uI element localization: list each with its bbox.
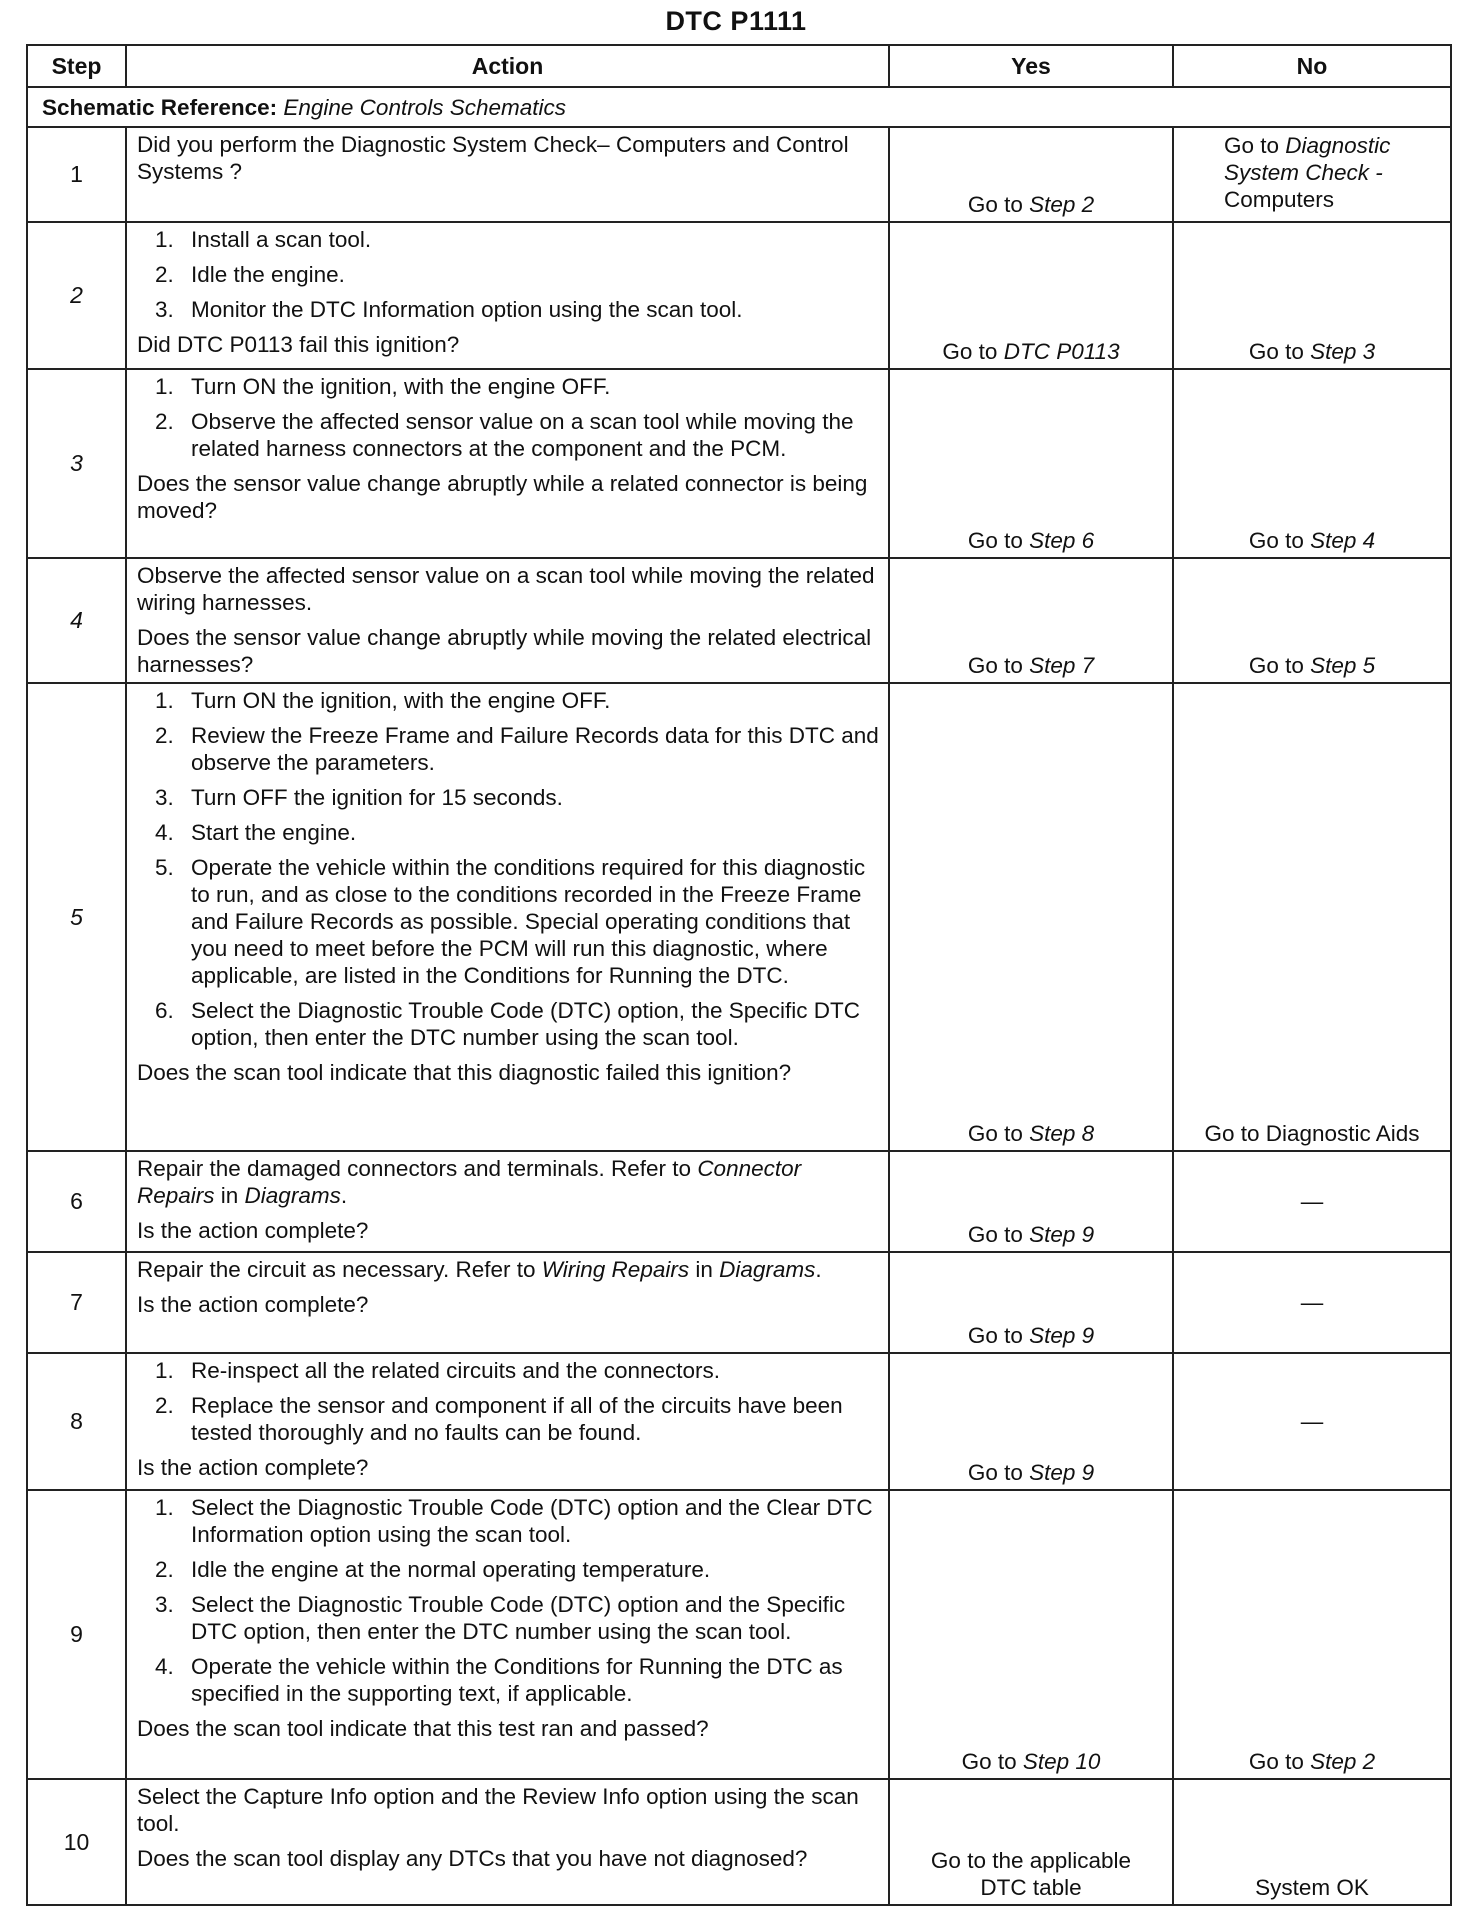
yes-cell	[889, 127, 1173, 222]
list-item: 2. Idle the engine at the normal operating temperature.	[155, 1557, 711, 1582]
header-step: Step	[27, 45, 126, 87]
no-link[interactable]: Go to Diagnostic Aids	[1204, 1121, 1420, 1146]
list-item: 2. Replace the sensor and component if all of the circuits have been tested thoroughly and no faults can be found.	[155, 1393, 843, 1445]
yes-cell: Go to Step 7	[889, 558, 1173, 683]
action-question: Does the scan tool indicate that this diagnostic failed this ignition?	[137, 1060, 792, 1085]
no-cell	[1173, 683, 1451, 1151]
no-prefix: Go to	[1224, 133, 1286, 158]
action-question: Did DTC P0113 fail this ignition?	[137, 332, 460, 357]
table-row-step-4	[27, 558, 1451, 683]
action-question: Does the scan tool display any DTCs that you have not diagnosed?	[137, 1846, 808, 1871]
diagrams-link[interactable]: Diagrams	[244, 1183, 341, 1208]
list-item: 1. Turn ON the ignition, with the engine OFF.	[155, 688, 611, 713]
no-cell: System OK	[1173, 1779, 1451, 1905]
step-number: 9	[27, 1490, 126, 1779]
list-item: 1. Install a scan tool.	[155, 227, 372, 252]
action-question: Is the action complete?	[137, 1218, 369, 1243]
yes-link[interactable]: Step 9	[1029, 1460, 1095, 1485]
schematic-reference	[27, 87, 1451, 127]
action-question: Is the action complete?	[137, 1292, 369, 1317]
table-row-step-2	[27, 222, 1451, 369]
yes-link[interactable]: DTC P0113	[1003, 339, 1120, 364]
action-cell	[126, 127, 889, 222]
list-item: 2. Observe the affected sensor value on a scan tool while moving the related harness connectors at the component and the PCM.	[155, 409, 854, 461]
list-item: 1. Turn ON the ignition, with the engine OFF.	[155, 374, 611, 399]
action-question: Is the action complete?	[137, 1455, 369, 1480]
action-list	[137, 1494, 880, 1707]
no-link[interactable]: Step 4	[1310, 528, 1376, 553]
step-number: 7	[27, 1252, 126, 1353]
connector-repairs-link[interactable]: Connector Repairs	[137, 1156, 802, 1208]
no-link[interactable]: Diagnostic System Check -	[1224, 133, 1391, 185]
list-item: 4. Operate the vehicle within the Conditions for Running the DTC as specified in the supporting text, if applicable.	[155, 1654, 843, 1706]
step-number: 4	[27, 558, 126, 683]
list-item: 2. Review the Freeze Frame and Failure Records data for this DTC and observe the parameters.	[155, 723, 879, 775]
yes-cell: Go to Step 9	[889, 1252, 1173, 1353]
action-list	[137, 687, 880, 1051]
list-item: 4. Start the engine.	[155, 820, 357, 845]
list-item: 5. Operate the vehicle within the conditions required for this diagnostic to run, and as close to the conditions recorded in the Freeze Frame and Failure Records as possible. Special operating conditions that you need to meet before the PCM will run this diagnostic, where applicable, are listed in the Conditions for Running the DTC.	[155, 855, 866, 988]
action-list	[137, 226, 880, 323]
yes-cell: Go to DTC P0113	[889, 222, 1173, 369]
yes-link[interactable]: Go to the applicable	[930, 1848, 1132, 1873]
yes-cell: Go to Step 9	[889, 1353, 1173, 1490]
action-cell	[126, 558, 889, 683]
wiring-repairs-link[interactable]: Wiring Repairs	[541, 1257, 690, 1282]
diagnostic-table	[26, 44, 1452, 1906]
no-link[interactable]: Step 3	[1310, 339, 1376, 364]
yes-cell	[889, 1779, 1173, 1905]
table-row-step-6	[27, 1151, 1451, 1252]
no-cell	[1173, 127, 1451, 222]
yes-prefix: Go to	[967, 192, 1030, 217]
list-item: 3. Monitor the DTC Information option using the scan tool.	[155, 297, 743, 322]
header-action: Action	[126, 45, 889, 87]
schematic-row	[27, 87, 1451, 127]
table-row-step-1	[27, 127, 1451, 222]
table-row-step-7	[27, 1252, 1451, 1353]
step-number: 1	[27, 127, 126, 222]
yes-link[interactable]: Step 9	[1029, 1323, 1095, 1348]
no-cell: —	[1173, 1252, 1451, 1353]
yes-cell: Go to Step 6	[889, 369, 1173, 558]
list-item: 1. Select the Diagnostic Trouble Code (DTC) option and the Clear DTC Information option using the scan tool.	[155, 1495, 873, 1547]
table-row-step-9	[27, 1490, 1451, 1779]
action-cell	[126, 369, 889, 558]
step-number: 10	[27, 1779, 126, 1905]
action-question: Does the sensor value change abruptly while a related connector is being moved?	[137, 471, 868, 523]
action-cell	[126, 1490, 889, 1779]
no-cell: Go to Step 4	[1173, 369, 1451, 558]
table-row-step-3	[27, 369, 1451, 558]
action-cell	[126, 222, 889, 369]
yes-link[interactable]: Step 8	[1029, 1121, 1095, 1146]
no-cell: Go to Step 2	[1173, 1490, 1451, 1779]
schematic-label: Schematic Reference:	[42, 94, 278, 120]
no-link[interactable]: Step 2	[1310, 1749, 1376, 1774]
action-list	[137, 1357, 880, 1446]
action-cell: Repair the circuit as necessary. Refer to Wiring Repairs in Diagrams. Is the action complete?	[126, 1252, 889, 1353]
no-link[interactable]: Step 5	[1310, 653, 1376, 678]
list-item: 1. Re-inspect all the related circuits and the connectors.	[155, 1358, 721, 1383]
yes-link[interactable]: Step 6	[1029, 528, 1095, 553]
table-row-step-8	[27, 1353, 1451, 1490]
step-number: 8	[27, 1353, 126, 1490]
list-item: 2. Idle the engine.	[155, 262, 345, 287]
list-item: 6. Select the Diagnostic Trouble Code (DTC) option, the Specific DTC option, then enter the DTC number using the scan tool.	[155, 998, 861, 1050]
action-text: Select the Capture Info option and the Review Info option using the scan tool.	[137, 1784, 859, 1836]
action-question: Does the sensor value change abruptly while moving the related electrical harnesses?	[137, 625, 872, 677]
action-cell	[126, 683, 889, 1151]
schematic-link[interactable]: Engine Controls Schematics	[283, 94, 567, 120]
table-row-step-5	[27, 683, 1451, 1151]
action-list	[137, 373, 880, 462]
no-cell: Go to Step 3	[1173, 222, 1451, 369]
action-cell	[126, 1353, 889, 1490]
no-suffix: Computers	[1224, 187, 1335, 212]
yes-cell: Go to Step 8	[889, 683, 1173, 1151]
step-number: 3	[27, 369, 126, 558]
step-number: 6	[27, 1151, 126, 1252]
header-no: No	[1173, 45, 1451, 87]
yes-cell: Go to Step 9	[889, 1151, 1173, 1252]
list-item: 3. Select the Diagnostic Trouble Code (DTC) option and the Specific DTC option, then enter the DTC number using the scan tool.	[155, 1592, 846, 1644]
step-number: 5	[27, 683, 126, 1151]
yes-link[interactable]: Step 10	[1022, 1749, 1101, 1774]
action-cell	[126, 1779, 889, 1905]
diagrams-link[interactable]: Diagrams	[719, 1257, 816, 1282]
yes-link[interactable]: Step 9	[1029, 1222, 1095, 1247]
header-row	[27, 45, 1451, 87]
action-text: Did you perform the Diagnostic System Check– Computers and Control Systems ?	[137, 132, 849, 184]
yes-link-line2[interactable]: DTC table	[980, 1875, 1082, 1900]
list-item: 3. Turn OFF the ignition for 15 seconds.	[155, 785, 563, 810]
no-cell: —	[1173, 1151, 1451, 1252]
step-number: 2	[27, 222, 126, 369]
action-question: Does the scan tool indicate that this test ran and passed?	[137, 1716, 709, 1741]
no-cell: —	[1173, 1353, 1451, 1490]
no-cell: Go to Step 5	[1173, 558, 1451, 683]
yes-link[interactable]: Step 2	[1029, 192, 1095, 217]
page-title: DTC P1111	[665, 6, 807, 36]
yes-link[interactable]: Step 7	[1029, 653, 1095, 678]
table-row-step-10	[27, 1779, 1451, 1905]
header-yes: Yes	[889, 45, 1173, 87]
action-cell: Repair the damaged connectors and terminals. Refer to Connector Repairs in Diagrams. Is the action complete?	[126, 1151, 889, 1252]
action-text: Observe the affected sensor value on a scan tool while moving the related wiring harnesses.	[137, 563, 875, 615]
yes-cell: Go to Step 10	[889, 1490, 1173, 1779]
